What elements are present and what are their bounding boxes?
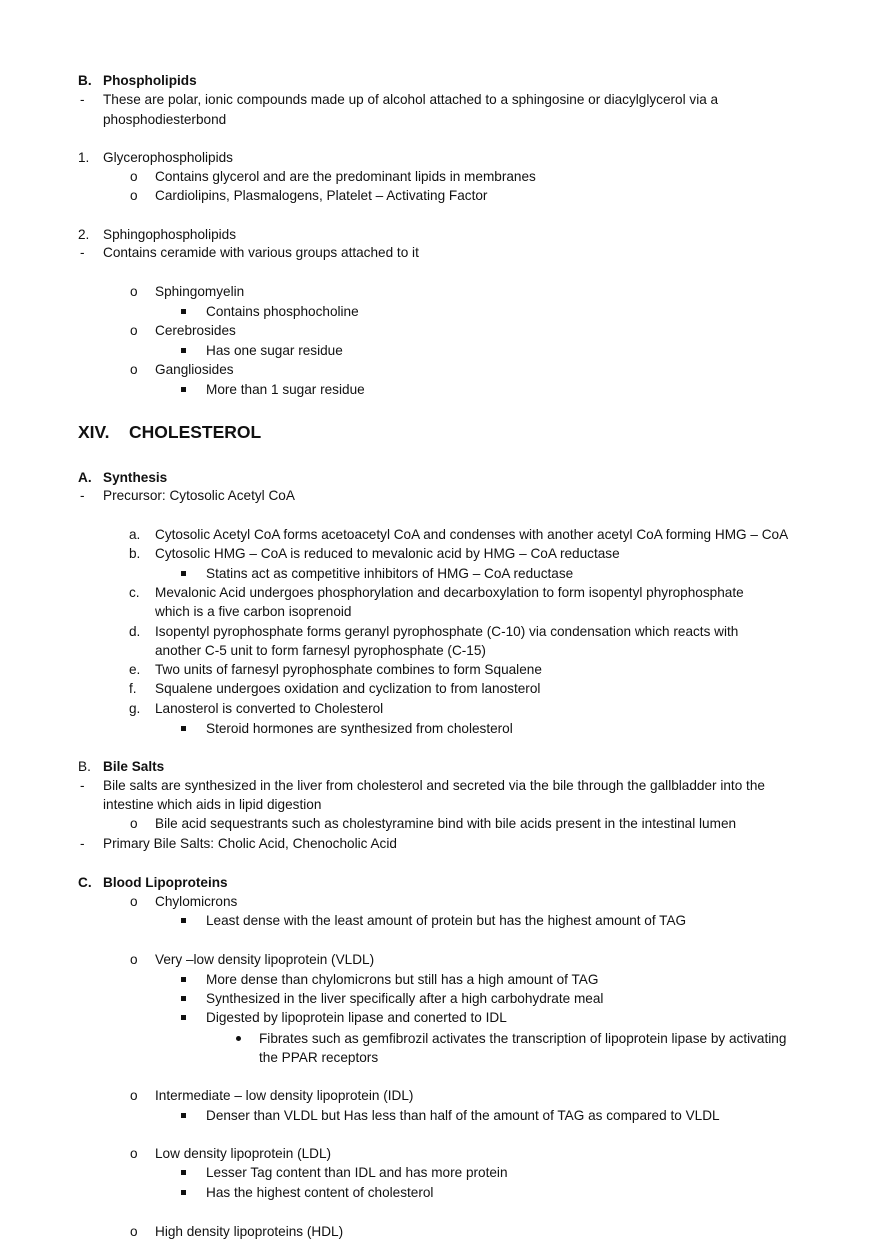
square-bullet (181, 1190, 186, 1195)
lipoprotein-detail: Least dense with the least amount of protein but has the highest amount of TAG (206, 913, 687, 928)
square-bullet (181, 571, 186, 576)
list-item: Cerebrosides (155, 323, 236, 338)
synthesis-step-cont: which is a five carbon isoprenoid (155, 604, 352, 619)
glycerophospholipids-title: Glycerophospholipids (103, 150, 233, 165)
circle-bullet: o (130, 284, 138, 299)
circle-bullet: o (130, 1224, 138, 1239)
step-marker: a. (129, 527, 141, 542)
step-marker: b. (129, 546, 141, 561)
precursor-text: Precursor: Cytosolic Acetyl CoA (103, 488, 295, 503)
dash-marker: - (80, 778, 85, 793)
round-bullet (236, 1036, 241, 1041)
lipoproteins-heading: Blood Lipoproteins (103, 875, 228, 890)
synthesis-step: Squalene undergoes oxidation and cyclization to from lanosterol (155, 681, 541, 696)
section-marker: C. (78, 875, 92, 890)
lipoprotein-item: Very –low density lipoprotein (VLDL) (155, 952, 375, 967)
dash-marker: - (80, 488, 85, 503)
lipoprotein-item: Chylomicrons (155, 894, 238, 909)
step-marker: e. (129, 662, 141, 677)
primary-bile-salts: Primary Bile Salts: Cholic Acid, Chenocholic Acid (103, 836, 397, 851)
synthesis-step: Cytosolic Acetyl CoA forms acetoacetyl CoA and condenses with another acetyl CoA forming HMG – CoA (155, 527, 789, 542)
lipoprotein-detail: Denser than VLDL but Has less than half of the amount of TAG as compared to VLDL (206, 1108, 720, 1123)
dash-marker: - (80, 92, 85, 107)
synthesis-step-note: Steroid hormones are synthesized from cholesterol (206, 721, 513, 736)
bile-salts-text-cont: intestine which aids in lipid digestion (103, 797, 322, 812)
square-bullet (181, 387, 186, 392)
square-bullet (181, 726, 186, 731)
list-subitem: Contains phosphocholine (206, 304, 359, 319)
sphingo-description: Contains ceramide with various groups attached to it (103, 245, 419, 260)
dash-marker: - (80, 245, 85, 260)
lipoprotein-detail: Digested by lipoprotein lipase and conerted to IDL (206, 1010, 507, 1025)
synthesis-step: Mevalonic Acid undergoes phosphorylation and decarboxylation to form isopentyl phyrophosphate (155, 585, 744, 600)
square-bullet (181, 1170, 186, 1175)
lipoprotein-item: Low density lipoprotein (LDL) (155, 1146, 332, 1161)
list-item: Sphingomyelin (155, 284, 245, 299)
square-bullet (181, 1015, 186, 1020)
square-bullet (181, 918, 186, 923)
lipoprotein-detail: Synthesized in the liver specifically after a high carbohydrate meal (206, 991, 604, 1006)
synthesis-step-cont: another C-5 unit to form farnesyl pyrophosphate (C-15) (155, 643, 486, 658)
list-item: Contains glycerol and are the predominant lipids in membranes (155, 169, 536, 184)
square-bullet (181, 309, 186, 314)
square-bullet (181, 1113, 186, 1118)
fibrates-note-cont: the PPAR receptors (259, 1050, 379, 1065)
step-marker: d. (129, 624, 141, 639)
square-bullet (181, 977, 186, 982)
list-item: Gangliosides (155, 362, 234, 377)
circle-bullet: o (130, 1088, 138, 1103)
section-marker: A. (78, 470, 92, 485)
bile-salts-heading: Bile Salts (103, 759, 165, 774)
square-bullet (181, 348, 186, 353)
chapter-title: CHOLESTEROL (129, 422, 262, 442)
synthesis-step-note: Statins act as competitive inhibitors of HMG – CoA reductase (206, 566, 574, 581)
section-marker: B. (78, 73, 92, 88)
synthesis-heading: Synthesis (103, 470, 168, 485)
circle-bullet: o (130, 1146, 138, 1161)
phospholipids-description-cont: phosphodiesterbond (103, 112, 227, 127)
circle-bullet: o (130, 952, 138, 967)
step-marker: g. (129, 701, 141, 716)
synthesis-step: Two units of farnesyl pyrophosphate combines to form Squalene (155, 662, 542, 677)
section-marker: B. (78, 759, 91, 774)
synthesis-step: Lanosterol is converted to Cholesterol (155, 701, 384, 716)
circle-bullet: o (130, 362, 138, 377)
synthesis-step: Cytosolic HMG – CoA is reduced to mevalonic acid by HMG – CoA reductase (155, 546, 620, 561)
synthesis-step: Isopentyl pyrophosphate forms geranyl pyrophosphate (C-10) via condensation which reacts with (155, 624, 739, 639)
sphingophospholipids-title: Sphingophospholipids (103, 227, 237, 242)
list-number: 1. (78, 150, 90, 165)
lipoprotein-detail: More dense than chylomicrons but still has a high amount of TAG (206, 972, 599, 987)
lipoprotein-item: Intermediate – low density lipoprotein (IDL) (155, 1088, 414, 1103)
lipoprotein-detail: Lesser Tag content than IDL and has more protein (206, 1165, 508, 1180)
lipoprotein-detail: Has the highest content of cholesterol (206, 1185, 434, 1200)
step-marker: c. (129, 585, 140, 600)
square-bullet (181, 996, 186, 1001)
bile-salts-text: Bile salts are synthesized in the liver from cholesterol and secreted via the bile through the gallbladder into the (103, 778, 765, 793)
circle-bullet: o (130, 188, 138, 203)
bile-acid-note: Bile acid sequestrants such as cholestyramine bind with bile acids present in the intestinal lumen (155, 816, 737, 831)
list-subitem: More than 1 sugar residue (206, 382, 365, 397)
lipoprotein-item: High density lipoproteins (HDL) (155, 1224, 344, 1239)
step-marker: f. (129, 681, 137, 696)
list-number: 2. (78, 227, 90, 242)
phospholipids-heading: Phospholipids (103, 73, 197, 88)
fibrates-note: Fibrates such as gemfibrozil activates the transcription of lipoprotein lipase by activating (259, 1031, 787, 1046)
dash-marker: - (80, 836, 85, 851)
list-subitem: Has one sugar residue (206, 343, 343, 358)
list-item: Cardiolipins, Plasmalogens, Platelet – Activating Factor (155, 188, 488, 203)
circle-bullet: o (130, 816, 138, 831)
chapter-number: XIV. (78, 422, 110, 442)
circle-bullet: o (130, 323, 138, 338)
phospholipids-description: These are polar, ionic compounds made up of alcohol attached to a sphingosine or diacylglycerol via a (103, 92, 719, 107)
circle-bullet: o (130, 169, 138, 184)
circle-bullet: o (130, 894, 138, 909)
